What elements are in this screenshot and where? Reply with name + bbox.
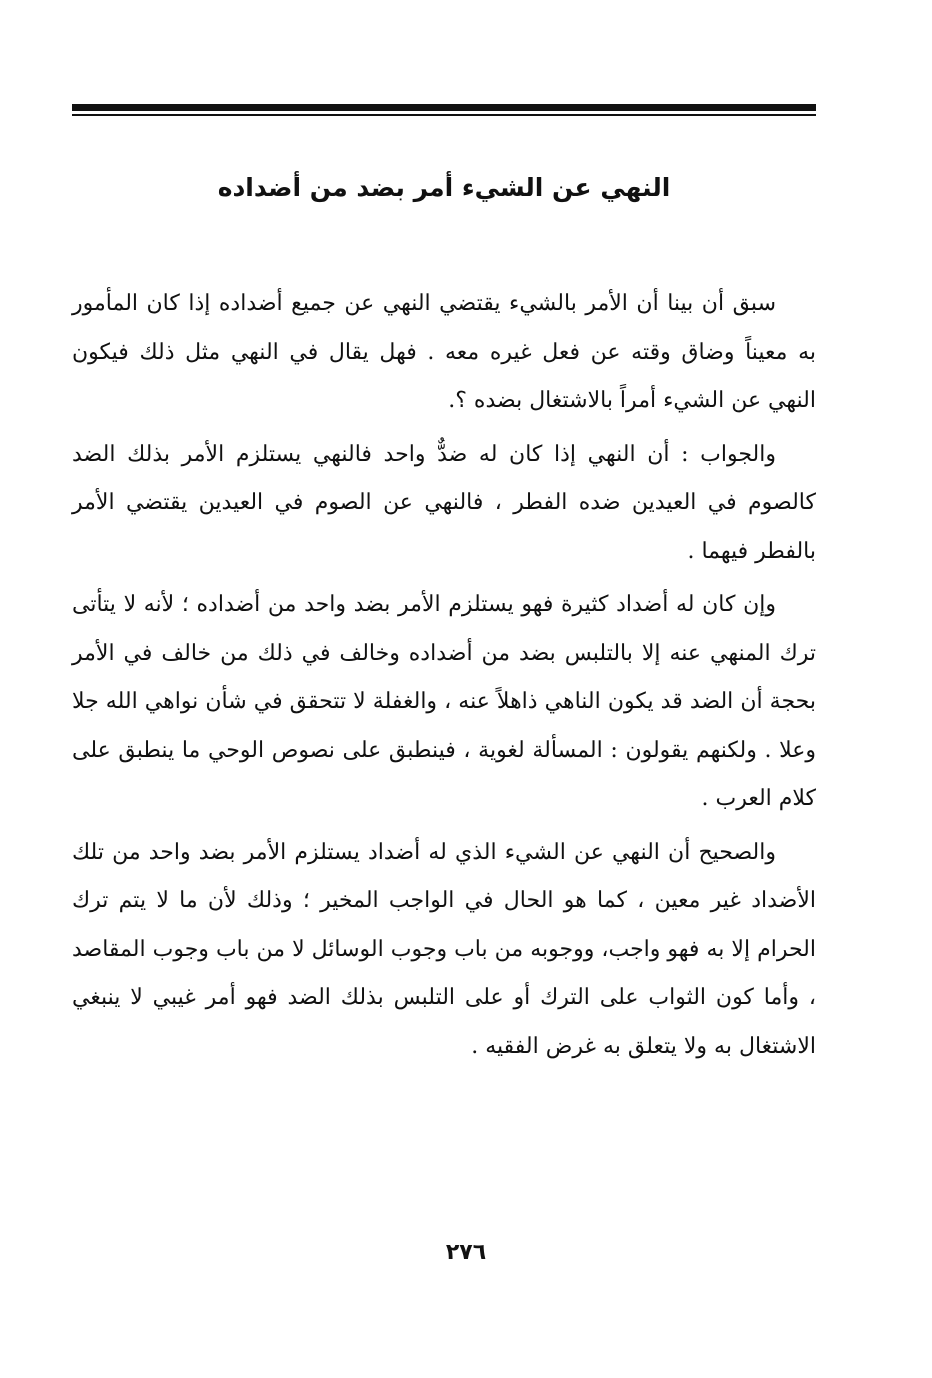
paragraph: والجواب : أن النهي إذا كان له ضدٌّ واحد فالنهي يستلزم الأمر بذلك الضد كالصوم في العيدين ضده الفطر ، فالنهي عن الصوم في العيدين يقتضي الأمر بالفطر فيهما .: [72, 441, 816, 564]
header-rule-thin: [72, 114, 816, 116]
paragraph: والصحيح أن النهي عن الشيء الذي له أضداد يستلزم الأمر بضد واحد من تلك الأضداد غير معين ، كما هو الحال في الواجب المخير ؛ وذلك لأن ما لا يتم ترك الحرام إلا به فهو واجب، ووجوبه من باب وجوب الوسائل لا من باب وجوب المقاصد ، وأما كون الثواب على الترك أو على التلبس بذلك الضد فهو أمر غيبي لا ينبغي الاشتغال به ولا يتعلق به غرض الفقيه .: [72, 839, 816, 1059]
paragraph: سبق أن بينا أن الأمر بالشيء يقتضي النهي عن جميع أضداده إذا كان المأمور به معيناً وضاق وقته عن فعل غيره معه . فهل يقال في النهي مثل ذلك فيكون النهي عن الشيء أمراً بالاشتغال بضده ؟.: [72, 291, 816, 413]
section-title: النهي عن الشيء أمر بضد من أضداده: [217, 173, 671, 202]
page-number: ٢٧٦: [445, 1240, 487, 1265]
header-rule-thick: [72, 104, 816, 111]
body-text: [72, 280, 816, 1076]
header-rule: [72, 104, 816, 116]
paragraph: وإن كان له أضداد كثيرة فهو يستلزم الأمر بضد واحد من أضداده ؛ لأنه لا يتأتى ترك المنهي عنه إلا بالتلبس بضد من أضداده وخالف في ذلك من خالف في الأمر بحجة أن الضد قد يكون الناهي ذاهلاً عنه ، والغفلة لا تتحقق في شأن نواهي الله جلا وعلا . ولكنهم يقولون : المسألة لغوية ، فينطبق على نصوص الوحي ما ينطبق على كلام العرب .: [72, 592, 816, 811]
